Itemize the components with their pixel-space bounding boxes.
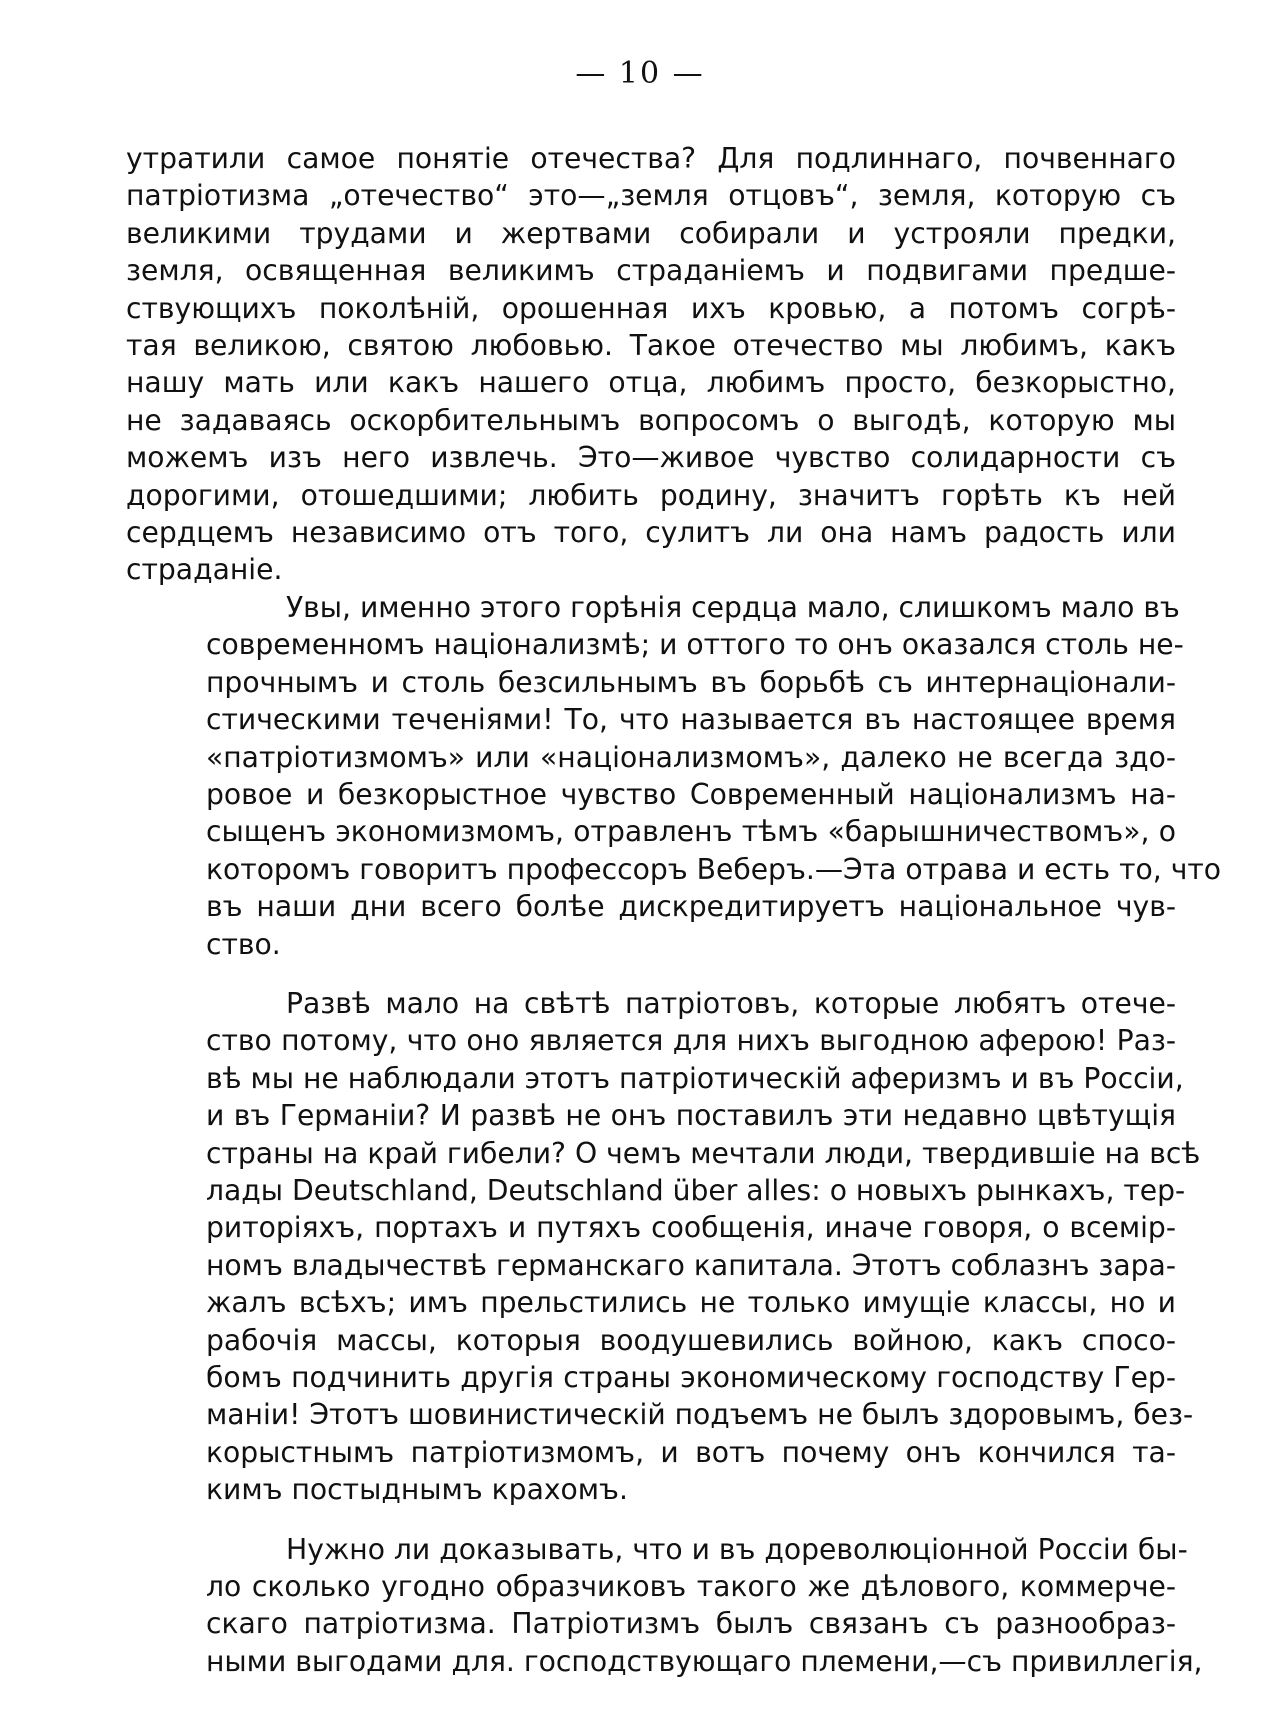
paragraph-1 [126, 140, 1176, 589]
paragraph-3 [126, 985, 1201, 1509]
text-line: великими трудами и жертвами собирали и устрояли предки, [126, 216, 1176, 250]
text-line: жалъ всѣхъ; имъ прельстились не только имущіе классы, но и [206, 1286, 1176, 1320]
text-line: земля, освященная великимъ страданіемъ и подвигами предше- [126, 254, 1176, 288]
text-line: прочнымъ и столь безсильнымъ въ борьбѣ съ интернаціонали- [206, 665, 1176, 699]
text-line: не задаваясь оскорбительнымъ вопросомъ о выгодѣ, которую мы [126, 403, 1176, 437]
text-line: Нужно ли доказывать, что и въ дореволюціонной Россіи бы- [286, 1532, 1188, 1566]
text-line: которомъ говоритъ профессоръ Веберъ.—Эта отрава и есть то, что [206, 852, 1222, 886]
text-line: лады Deutschland, Deutschland über alles: о новыхъ рынкахъ, тер- [206, 1173, 1186, 1207]
text-line: въ наши дни всего болѣе дискредитируетъ національное чув- [206, 890, 1176, 924]
text-line: Развѣ мало на свѣтѣ патріотовъ, которые любятъ отече- [286, 986, 1176, 1020]
text-line: Увы, именно этого горѣнія сердца мало, слишкомъ мало въ [286, 590, 1180, 624]
body-text [126, 140, 1222, 1680]
text-line: скаго патріотизма. Патріотизмъ былъ связанъ съ разнообраз- [206, 1607, 1176, 1641]
text-line: современномъ націонализмѣ; и оттого то онъ оказался столь не- [206, 628, 1184, 662]
text-line: ство. [206, 927, 281, 961]
text-line: дорогими, отошедшими; любить родину, значитъ горѣть къ ней [126, 478, 1176, 512]
text-line: ными выгодами для. господствующаго племени,—съ привиллегія, [206, 1644, 1203, 1678]
text-line: рабочія массы, которыя воодушевились войною, какъ спосо- [206, 1323, 1176, 1357]
text-line: вѣ мы не наблюдали этотъ патріотическій аферизмъ и въ Россіи, [206, 1061, 1184, 1095]
text-line: ло сколько угодно образчиковъ такого же дѣлового, коммерче- [206, 1570, 1176, 1604]
text-line: корыстнымъ патріотизмомъ, и вотъ почему онъ кончился та- [206, 1435, 1176, 1469]
text-line: страны на край гибели? О чемъ мечтали люди, твердившіе на всѣ [206, 1136, 1201, 1170]
text-line: стическими теченіями! То, что называется въ настоящее время [206, 703, 1176, 737]
text-line: номъ владычествѣ германскаго капитала. Этотъ соблазнъ зара- [206, 1248, 1176, 1282]
text-line: утратили самое понятіе отечества? Для подлиннаго, почвеннаго [126, 142, 1176, 175]
text-line: маніи! Этотъ шовинистическій подъемъ не былъ здоровымъ, без- [206, 1398, 1194, 1432]
text-line: ствующихъ поколѣній, орошенная ихъ кровью, а потомъ согрѣ- [126, 291, 1176, 325]
text-line: патріотизма „отечество“ это—„земля отцовъ“, земля, которую съ [126, 179, 1176, 213]
text-line: ство потому, что оно является для нихъ выгодною аферою! Раз- [206, 1024, 1176, 1058]
text-line: бомъ подчинить другія страны экономическому господству Гер- [206, 1361, 1176, 1394]
text-line: «патріотизмомъ» или «націонализмомъ», далеко не всегда здо- [206, 740, 1176, 774]
text-line: страданіе. [126, 553, 283, 587]
paragraph-4 [126, 1531, 1203, 1681]
text-line: кимъ постыднымъ крахомъ. [206, 1473, 628, 1507]
text-line: сердцемъ независимо отъ того, сулитъ ли она намъ радость или [126, 516, 1176, 550]
text-line: сыщенъ экономизмомъ, отравленъ тѣмъ «барышничествомъ», о [206, 815, 1176, 849]
text-line: нашу мать или какъ нашего отца, любимъ просто, безкорыстно, [126, 366, 1176, 400]
text-line: ровое и безкорыстное чувство Современный націонализмъ на- [206, 777, 1176, 811]
page-number: — 10 — [575, 56, 705, 91]
text-line: и въ Германіи? И развѣ не онъ поставилъ эти недавно цвѣтущія [206, 1099, 1176, 1133]
paragraph-2 [126, 589, 1222, 963]
text-line: риторіяхъ, портахъ и путяхъ сообщенія, иначе говоря, о всемір- [206, 1211, 1176, 1245]
text-line: тая великою, святою любовью. Такое отечество мы любимъ, какъ [126, 329, 1176, 363]
text-line: можемъ изъ него извлечь. Это—живое чувство солидарности съ [126, 441, 1176, 475]
